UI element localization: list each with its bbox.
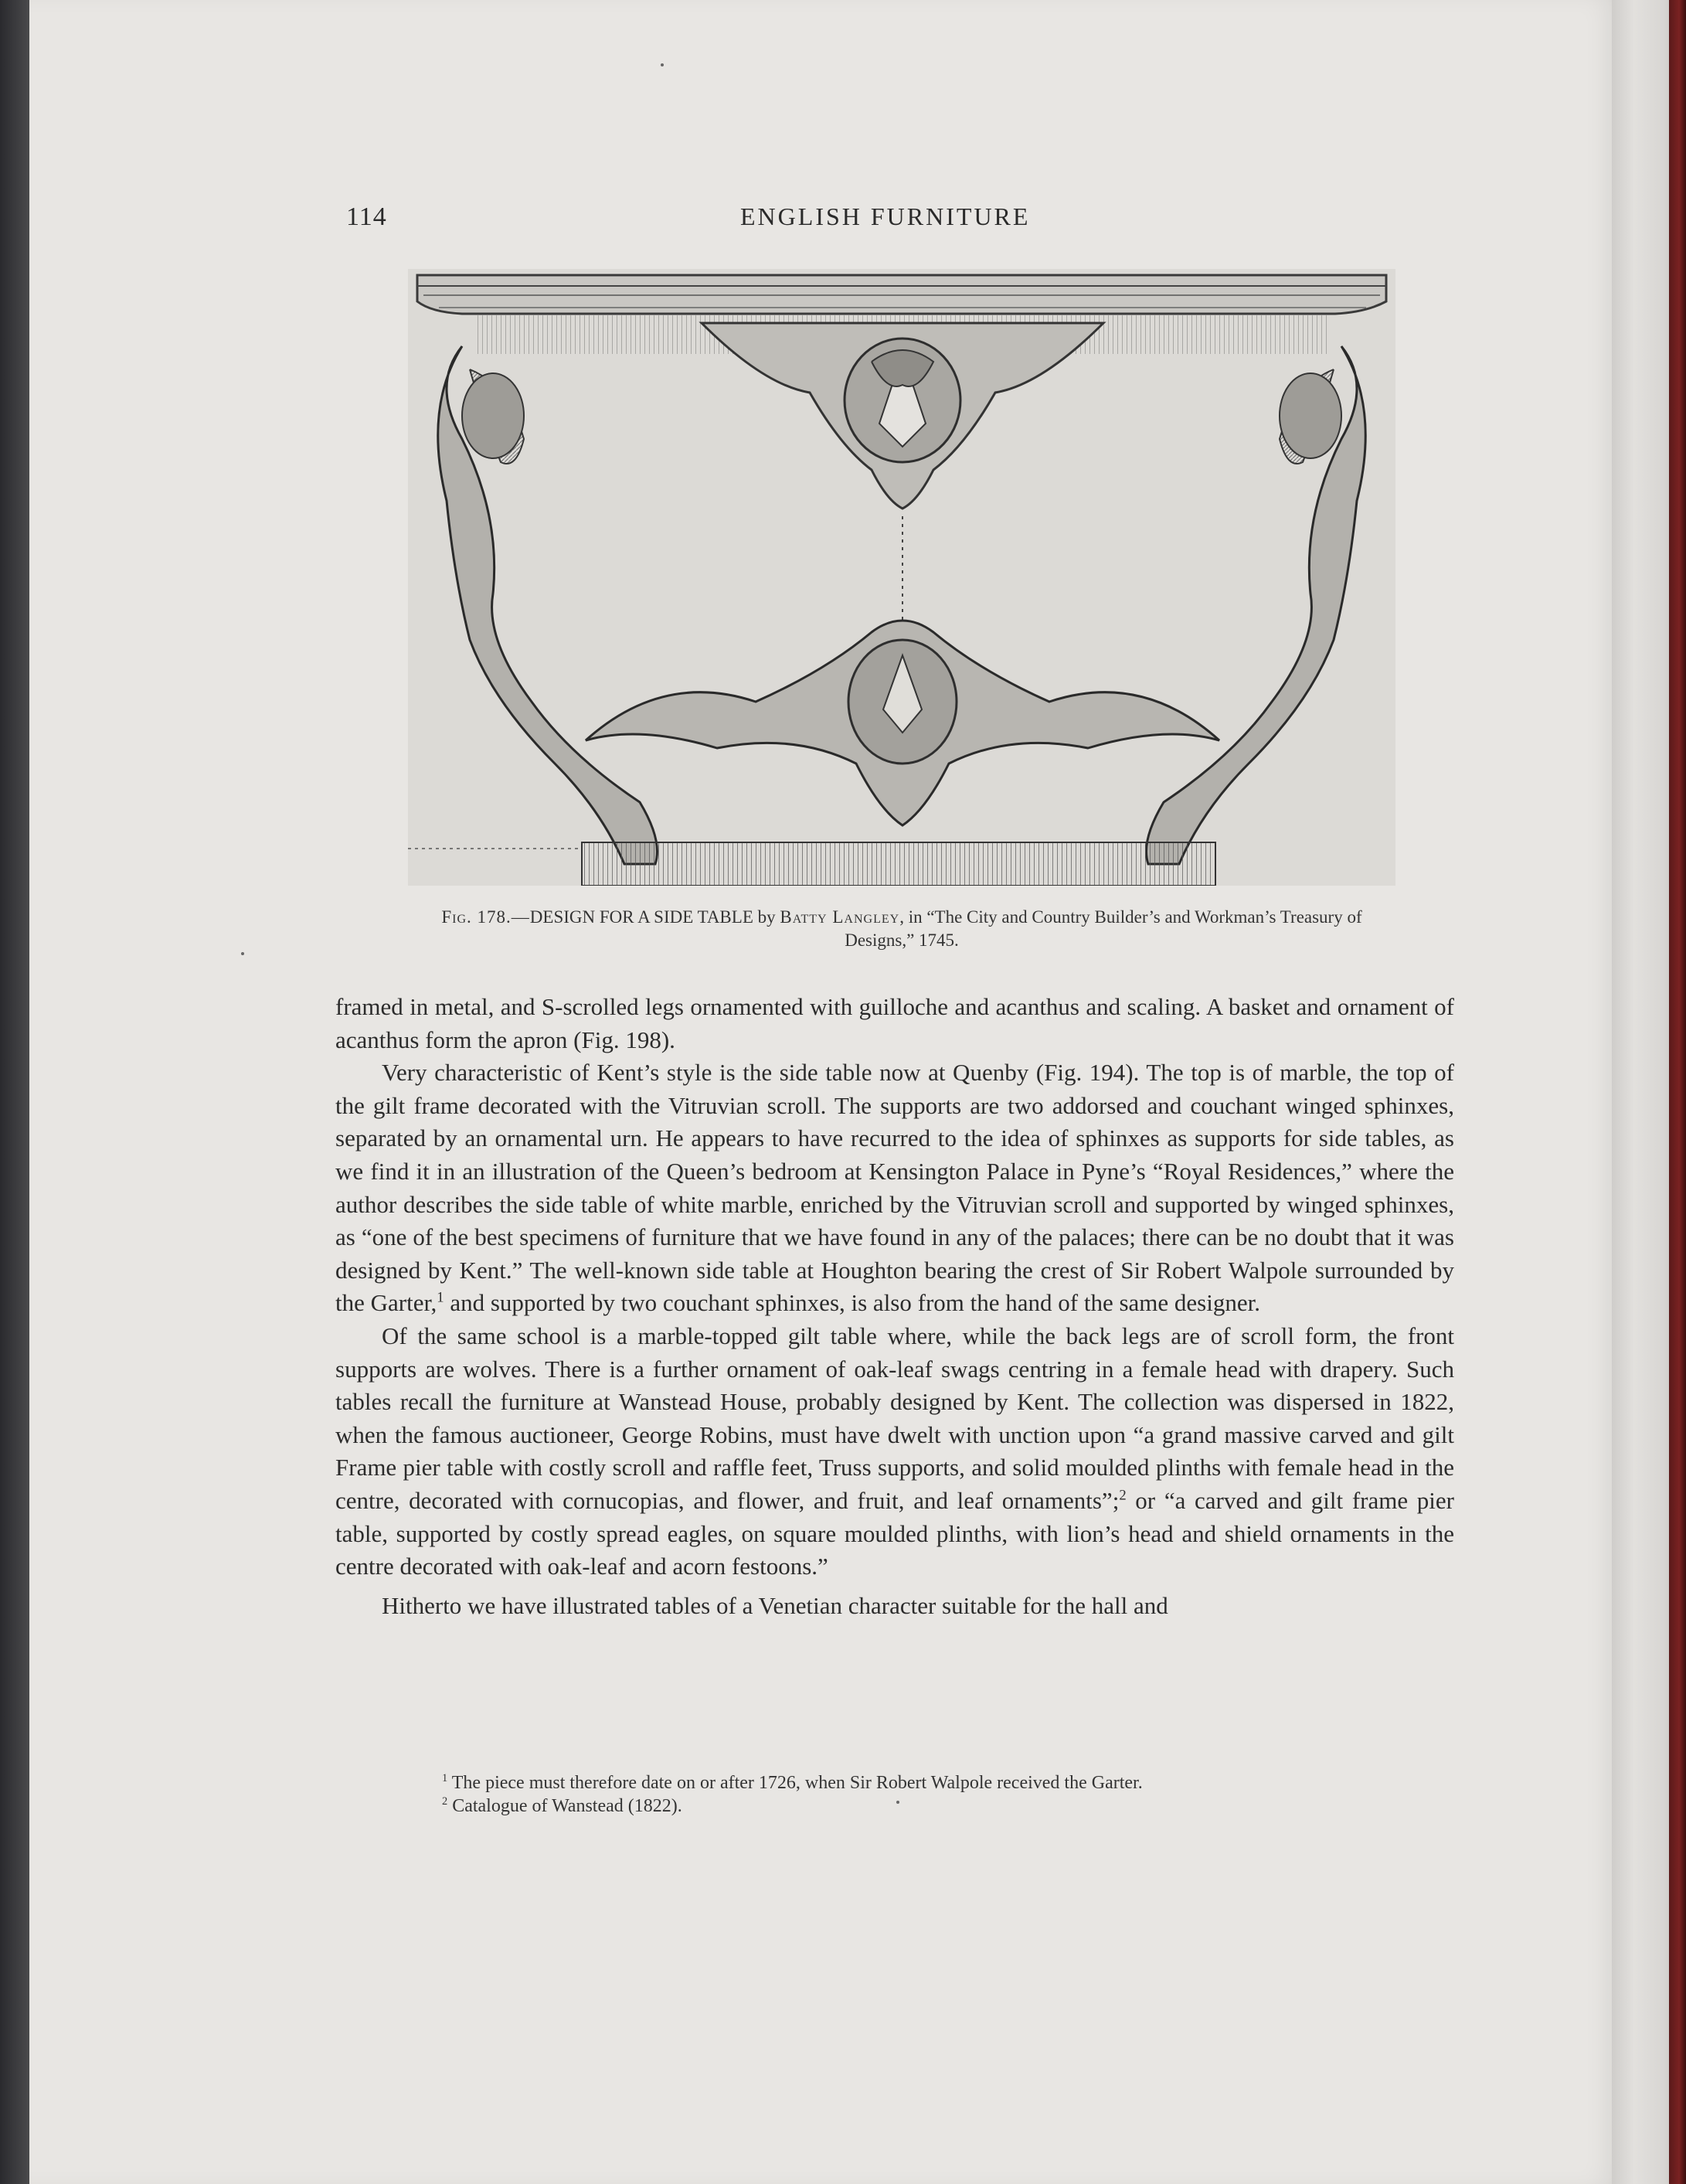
footnote-marker: 1 (442, 1772, 448, 1784)
paragraph: framed in metal, and S-scrolled legs ornamented with guilloche and acanthus and scaling. A basket and ornament of acanthus form the apron (Fig. 198). (335, 993, 1454, 1053)
side-table-illustration (408, 269, 1395, 886)
paper-speck (661, 63, 664, 66)
caption-source: , in “The City and Country Builder’s and Workman’s Treasury of Designs,” 1745. (845, 907, 1362, 950)
paragraph: Hitherto we have illustrated tables of a Venetian character suitable for the hall and (382, 1591, 1168, 1619)
paragraph-text: Very characteristic of Kent’s style is the side table now at Quenby (Fig. 194). The top is of marble, the top of the gilt frame decorated with the Vitruvian scroll. The supports are two addorsed and couchant winged sphinxes, separated by an ornamental urn. He appears to have recurred to the idea of sphinxes as supports for side tables, as we find it in an illustration of the Queen’s bedroom at Kensington Palace in Pyne’s “Royal Residences,” where the author describes the side table of white marble, enriched by the Vitruvian scroll and supported by winged sphinxes, as “one of the best specimens of furniture that we have found in any of the palaces; there can be no doubt that it was designed by Kent.” The well-known side table at Houghton bearing the crest of Sir Robert Walpole surrounded by the Garter, (335, 1059, 1454, 1317)
caption-figure-number: Fig. 178.— (441, 907, 530, 927)
paragraph (335, 1320, 1454, 1584)
footnote-ref: 1 (437, 1290, 444, 1307)
paragraph-text: or “a carved and gilt frame pier table, supported by costly spread eagles, on square moulded plinths, with lion’s head and shield ornaments in the centre decorated with oak-leaf and acorn festoons.” (335, 1486, 1454, 1580)
figure-caption (417, 906, 1386, 952)
page-number: 114 (346, 202, 387, 231)
footnote-ref: 2 (1119, 1487, 1127, 1504)
table-plinth (582, 842, 1215, 886)
footnote-text: The piece must therefore date on or after 1726, when Sir Robert Walpole received the Garter. (447, 1773, 1143, 1793)
footnote-marker: 2 (442, 1795, 448, 1808)
footnote-text: Catalogue of Wanstead (1822). (447, 1796, 682, 1816)
caption-title: DESIGN FOR A SIDE TABLE (529, 907, 753, 927)
footnote (442, 1771, 1431, 1794)
caption-author: Batty Langley (780, 907, 900, 927)
paper-speck (241, 952, 244, 955)
book-cover-edge (1669, 0, 1686, 2184)
paragraph (335, 1056, 1454, 1320)
page-header (0, 202, 1686, 241)
book-gutter-shadow (0, 0, 29, 2184)
paragraph-text: and supported by two couchant sphinxes, is also from the hand of the same designer. (444, 1289, 1260, 1317)
paragraph-text: Of the same school is a marble-topped gilt table where, while the back legs are of scroll form, the front supports are wolves. There is a further ornament of oak-leaf swags centring in a female head with drapery. Such tables recall the furniture at Wanstead House, probably designed by Kent. The collection was dispersed in 1822, when the famous auctioneer, George Robins, must have dwelt with unction upon “a grand massive carved and gilt Frame pier table with costly scroll and raffle feet, Truss supports, and solid moulded plinths with female head in the centre, decorated with cornucopias, and flower, and fruit, and leaf ornaments”; (335, 1322, 1454, 1514)
body-text (335, 991, 1454, 1622)
footnote (442, 1794, 1431, 1818)
caption-by: by (753, 907, 780, 927)
footnotes (442, 1771, 1431, 1818)
figure-side-table-engraving (408, 269, 1395, 886)
running-title: ENGLISH FURNITURE (740, 202, 1031, 230)
